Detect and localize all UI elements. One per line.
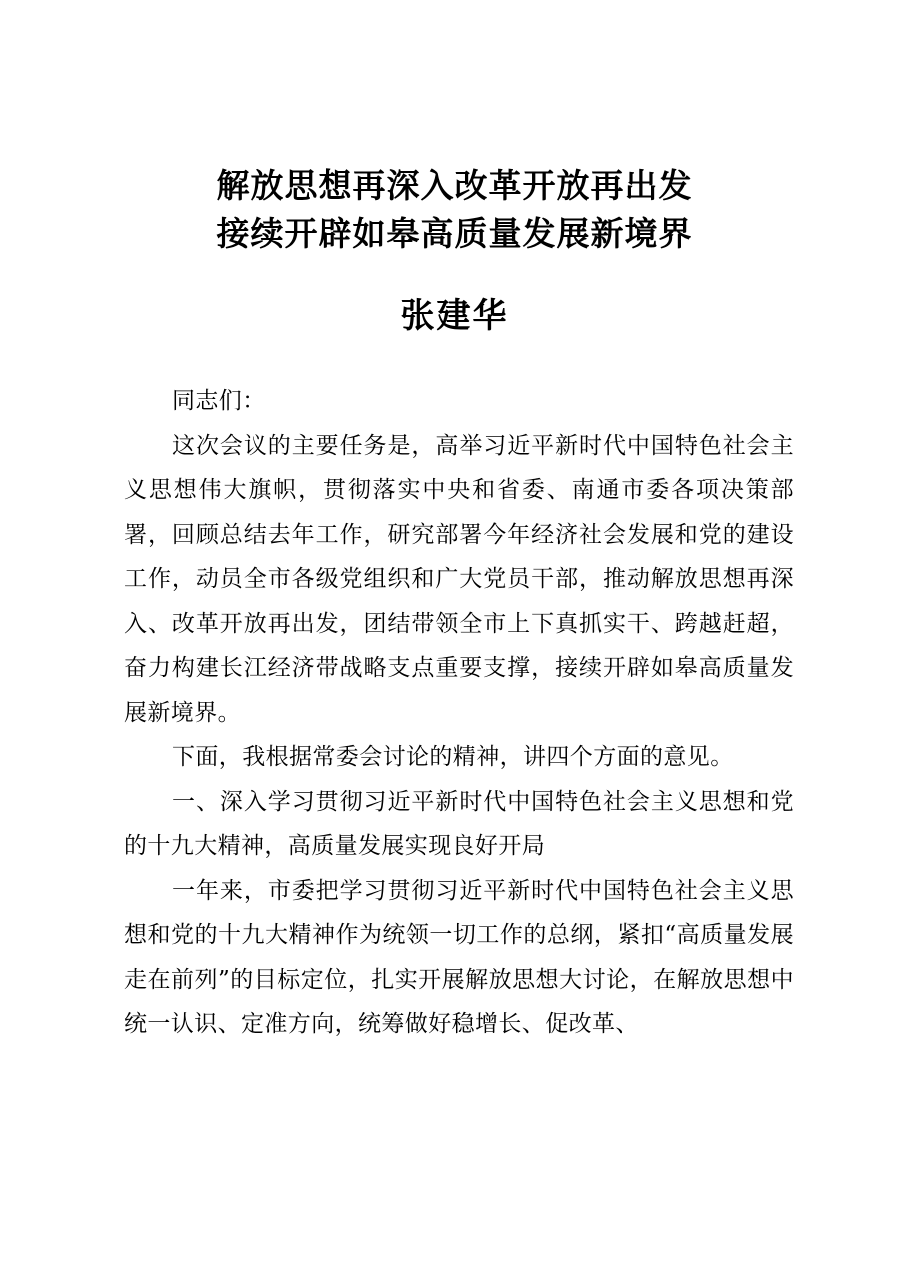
salutation: 同志们： — [172, 388, 266, 414]
body-paragraph: 下面，我根据常委会讨论的精神，讲四个方面的意见。 — [172, 744, 734, 770]
section-heading: 一、深入学习贯彻习近平新时代中国特色社会主义思想和党的十九大精神，高质量发展实现良好开局 — [124, 788, 794, 859]
body-paragraph: 这次会议的主要任务是，高举习近平新时代中国特色社会主义思想伟大旗帜，贯彻落实中央和省委、南通市委各项决策部署，回顾总结去年工作，研究部署今年经济社会发展和党的建设工作，动员全市各级党组织和广大党员干部，推动解放思想再深入、改革开放再出发，团结带领全市上下真抓实干、跨越赶超，奋力构建长江经济带战略支点重要支撑，接续开辟如皋高质量发展新境界。 — [124, 432, 794, 726]
document-title — [0, 162, 909, 258]
body-paragraph: 一年来，市委把学习贯彻习近平新时代中国特色社会主义思想和党的十九大精神作为统领一切工作的总纲，紧扣“高质量发展走在前列”的目标定位，扎实开展解放思想大讨论，在解放思想中统一认识、定准方向，统筹做好稳增长、促改革、 — [124, 877, 794, 1037]
document-body — [124, 379, 794, 1047]
title-line-1: 解放思想再深入改革开放再出发 — [216, 166, 693, 205]
title-line-2: 接续开辟如皋高质量发展新境界 — [216, 214, 693, 253]
author-name: 张建华 — [400, 296, 509, 336]
